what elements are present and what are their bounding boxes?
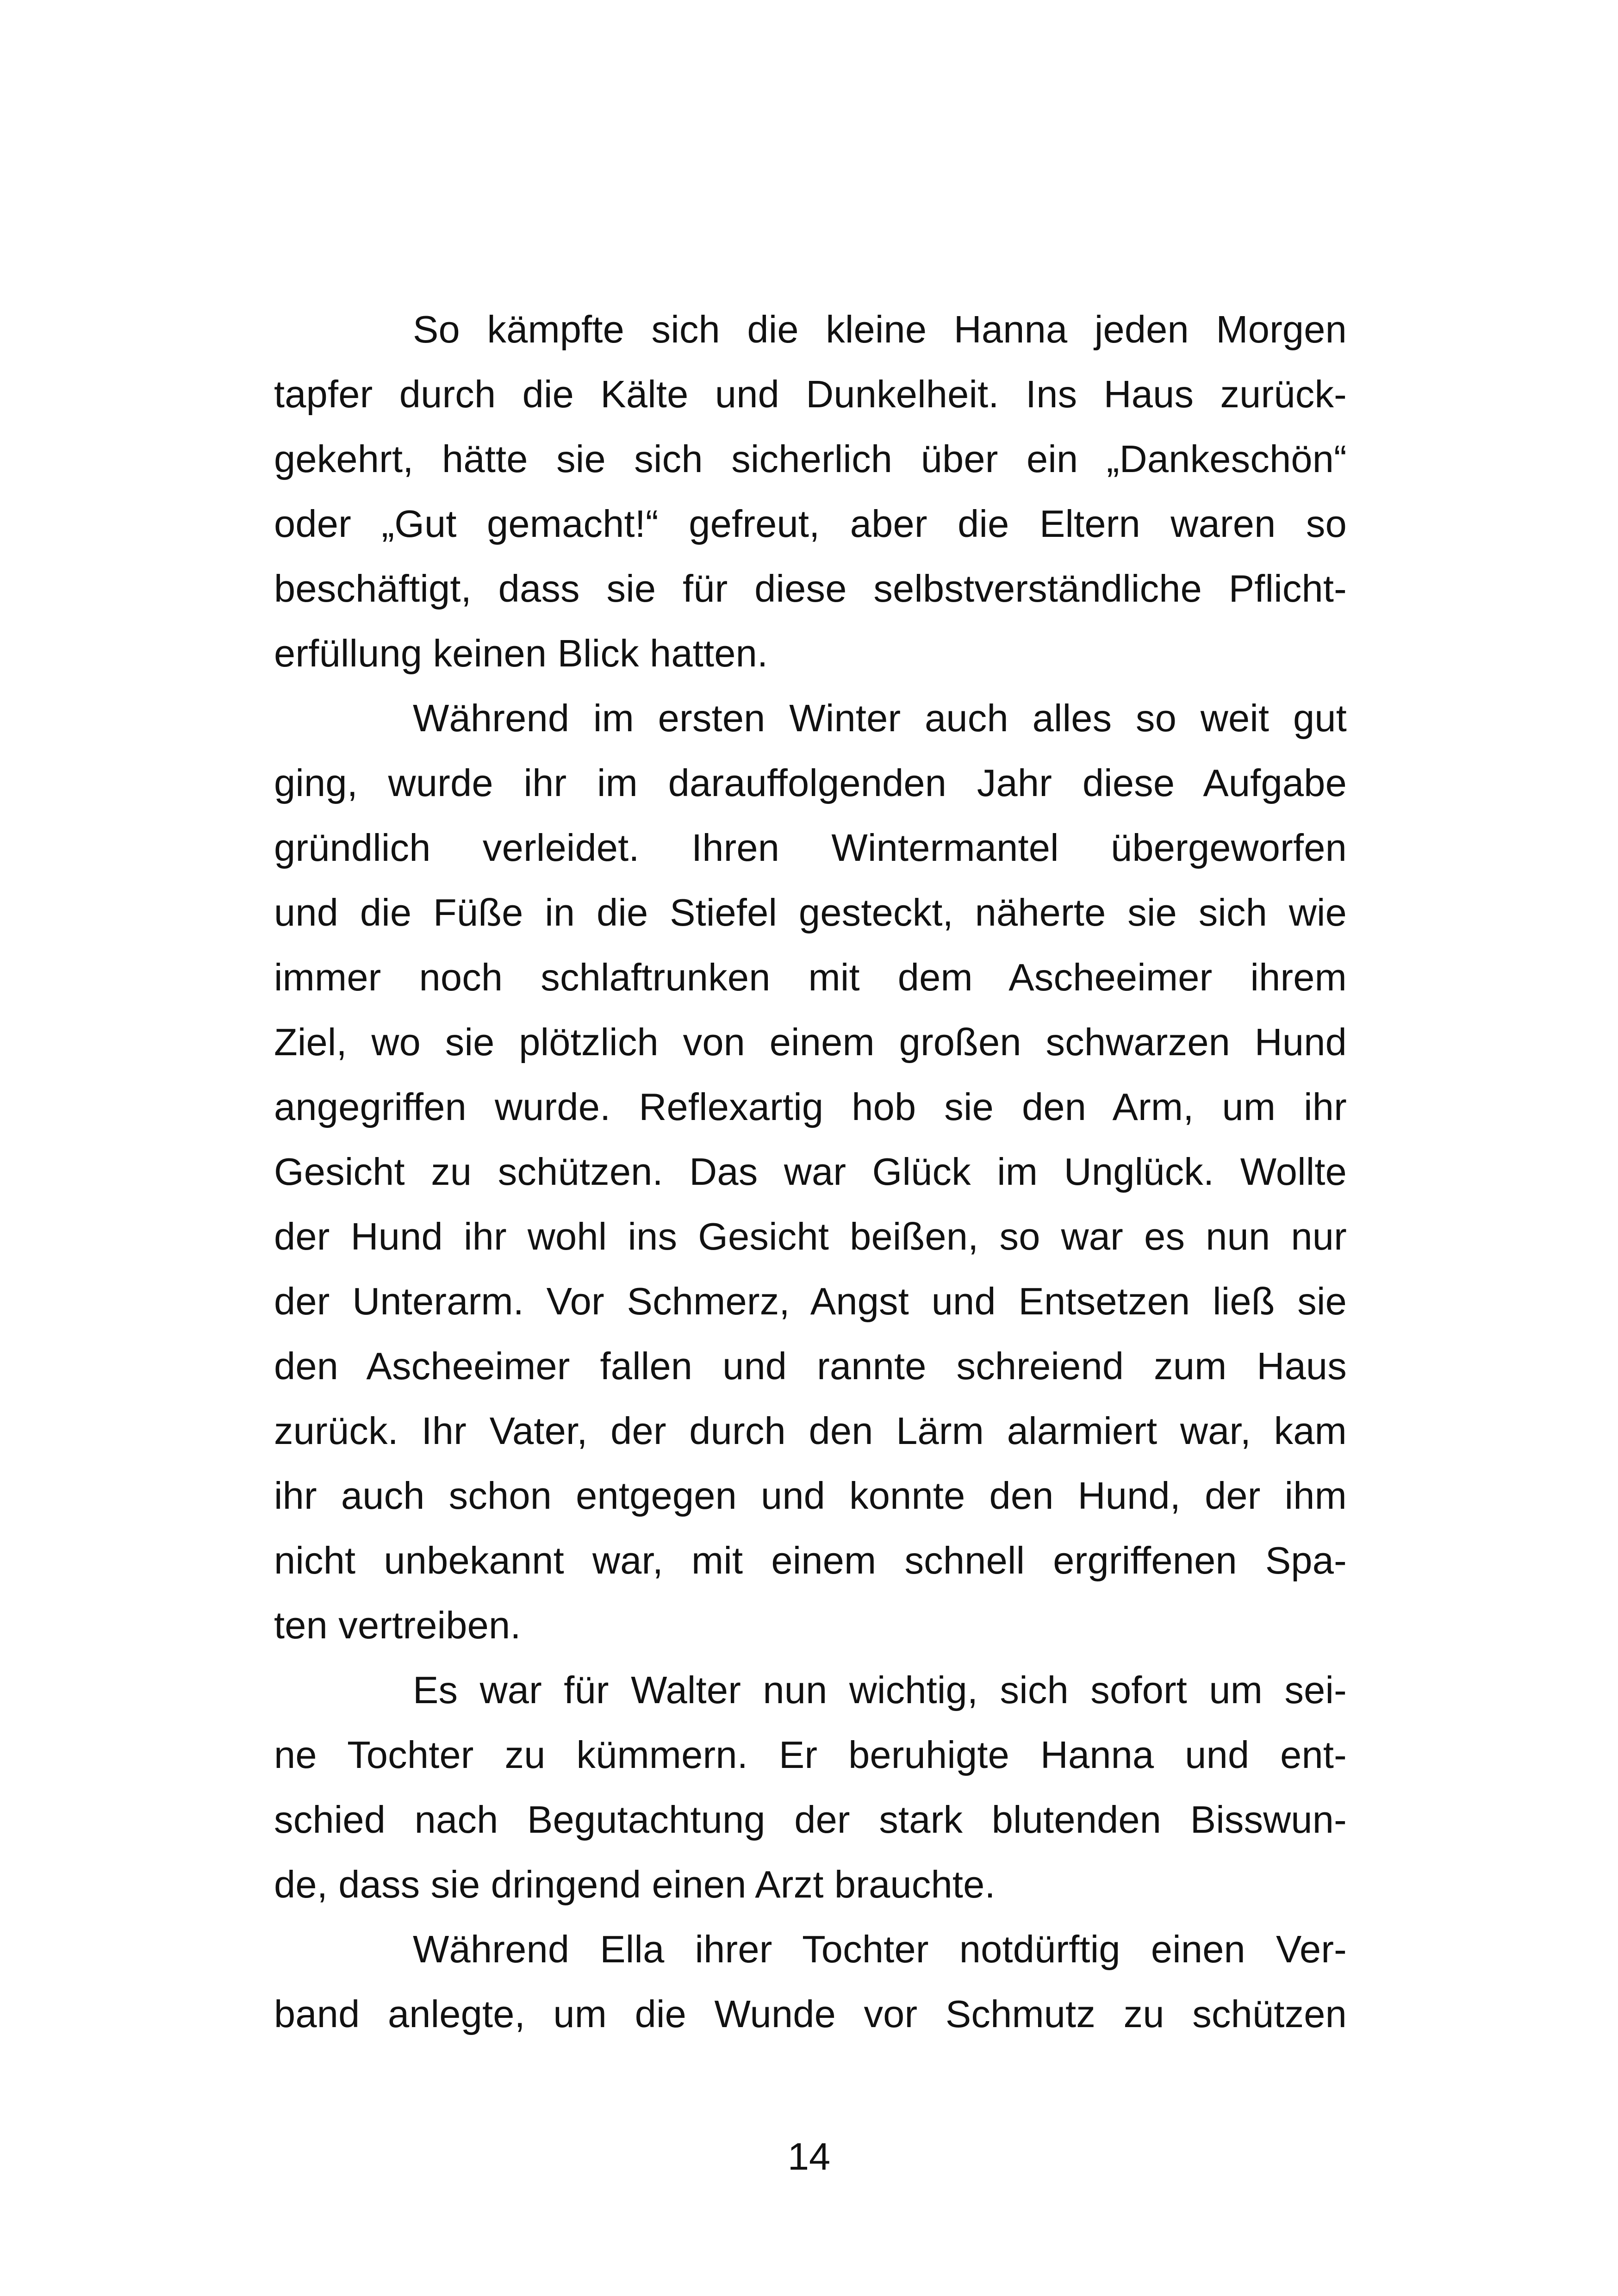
paragraph-first-line: So kämpfte sich die kleine Hanna jeden Morgen xyxy=(413,308,1347,351)
text-line: ne Tochter zu kümmern. Er beruhigte Hanna und ent- xyxy=(274,1733,1347,1776)
text-line: immer noch schlaftrunken mit dem Ascheeimer ihrem xyxy=(274,956,1347,999)
text-line: gekehrt, hätte sie sich sicherlich über ein „Dankeschön“ xyxy=(274,437,1347,480)
text-line: band anlegte, um die Wunde vor Schmutz zu schützen xyxy=(274,1992,1347,2035)
text-line: der Unterarm. Vor Schmerz, Angst und Entsetzen ließ sie xyxy=(274,1280,1347,1323)
text-line: de, dass sie dringend einen Arzt brauchte. xyxy=(274,1863,996,1906)
text-line: und die Füße in die Stiefel gesteckt, näherte sie sich wie xyxy=(274,891,1347,934)
text-line: nicht unbekannt war, mit einem schnell ergriffenen Spa- xyxy=(274,1539,1347,1582)
text-line: den Ascheeimer fallen und rannte schreiend zum Haus xyxy=(274,1344,1347,1388)
text-line: beschäftigt, dass sie für diese selbstverständliche Pflicht- xyxy=(274,567,1347,610)
page-number: 14 xyxy=(787,2135,831,2178)
text-line: zurück. Ihr Vater, der durch den Lärm alarmiert war, kam xyxy=(274,1409,1347,1452)
text-line: Ziel, wo sie plötzlich von einem großen schwarzen Hund xyxy=(274,1020,1347,1064)
text-line: oder „Gut gemacht!“ gefreut, aber die Eltern waren so xyxy=(274,502,1347,545)
text-line: ten vertreiben. xyxy=(274,1604,521,1647)
text-line: erfüllung keinen Blick hatten. xyxy=(274,632,768,675)
text-line: Gesicht zu schützen. Das war Glück im Unglück. Wollte xyxy=(274,1150,1347,1193)
text-line: angegriffen wurde. Reflexartig hob sie den Arm, um ihr xyxy=(274,1085,1347,1128)
paragraph-first-line: Während Ella ihrer Tochter notdürftig einen Ver- xyxy=(413,1928,1347,1971)
text-line: tapfer durch die Kälte und Dunkelheit. Ins Haus zurück- xyxy=(274,373,1347,416)
body-text xyxy=(274,297,1347,2047)
text-line: gründlich verleidet. Ihren Wintermantel übergeworfen xyxy=(274,826,1347,869)
text-line: der Hund ihr wohl ins Gesicht beißen, so war es nun nur xyxy=(274,1215,1347,1258)
paragraph-first-line: Es war für Walter nun wichtig, sich sofort um sei- xyxy=(413,1668,1347,1711)
text-line: schied nach Begutachtung der stark blutenden Bisswun- xyxy=(274,1798,1347,1841)
text-line: ging, wurde ihr im darauffolgenden Jahr diese Aufgabe xyxy=(274,761,1347,804)
text-line: ihr auch schon entgegen und konnte den Hund, der ihm xyxy=(274,1474,1347,1517)
paragraph-first-line: Während im ersten Winter auch alles so weit gut xyxy=(413,697,1347,740)
